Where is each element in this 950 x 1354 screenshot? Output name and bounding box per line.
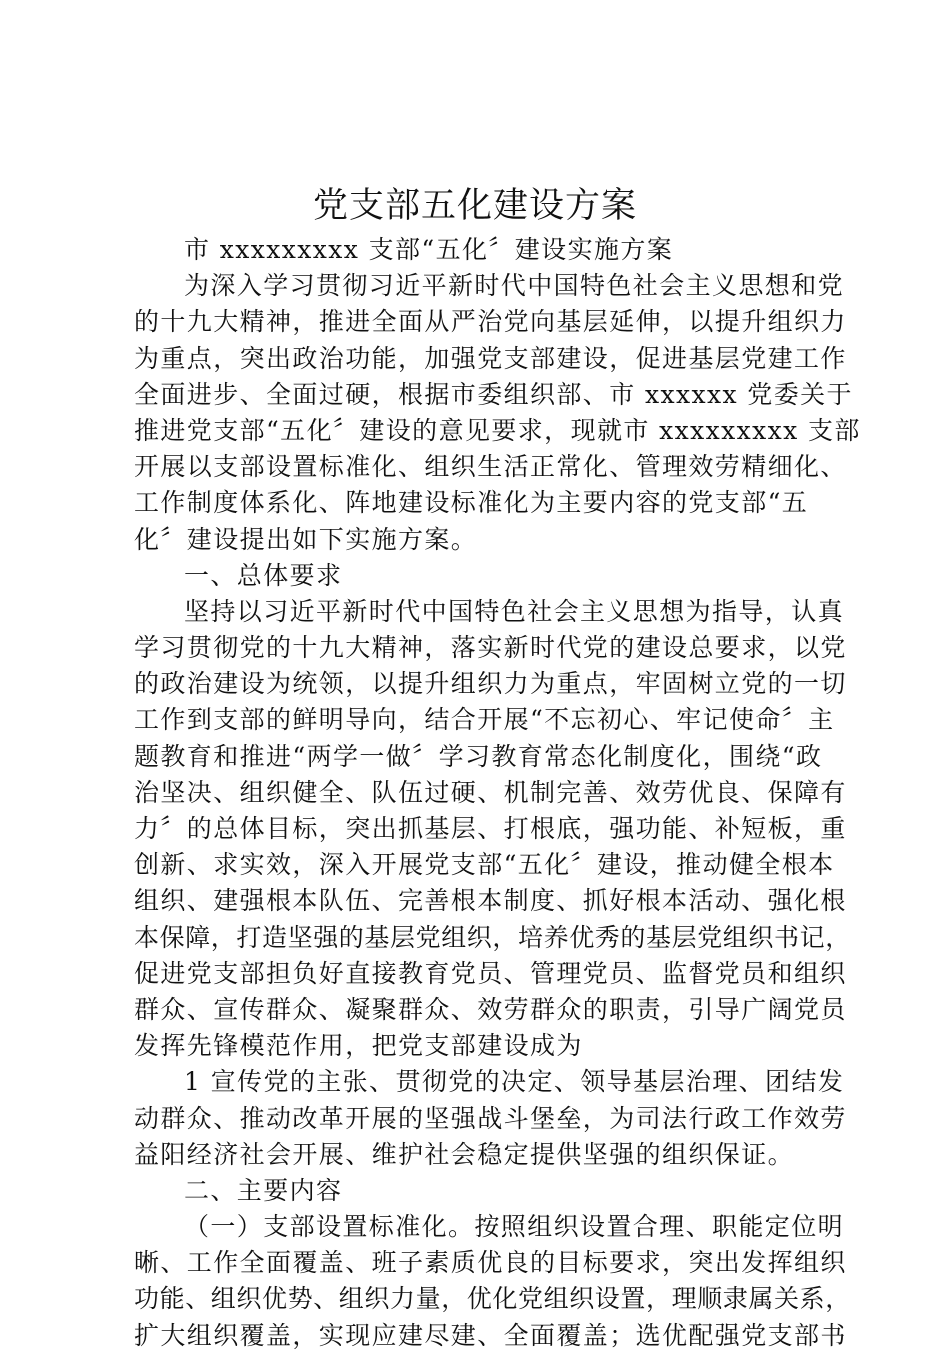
paragraph-line: 治坚决、组织健全、队伍过硬、机制完善、效劳优良、保障有 [134, 777, 847, 807]
paragraph-line: 的政治建设为统领，以提升组织力为重点，牢固树立党的一切 [134, 669, 847, 699]
paragraph-line: 促进党支部担负好直接教育党员、管理党员、监督党员和组织 [134, 958, 847, 988]
document-body [134, 232, 861, 1354]
paragraph-line: 扩大组织覆盖，实现应建尽建、全面覆盖；选优配强党支部书 [134, 1320, 847, 1350]
document-title: 党支部五化建设方案 [312, 186, 637, 226]
paragraph-line: 开展以支部设置标准化、组织生活正常化、管理效劳精细化、 [134, 452, 847, 482]
paragraph-line: 工作制度体系化、阵地建设标准化为主要内容的党支部“五 [134, 488, 809, 518]
paragraph-line: 动群众、推动改革开展的坚强战斗堡垒，为司法行政工作效劳 [134, 1103, 847, 1133]
paragraph-line: 发挥先锋模范作用，把党支部建设成为 [134, 1031, 583, 1061]
paragraph-line: 化〞建设提出如下实施方案。 [134, 524, 478, 554]
paragraph-line: 本保障，打造坚强的基层党组织，培养优秀的基层党组织书记， [134, 922, 851, 952]
paragraph-line: 推进党支部“五化〞建设的意见要求，现就市 xxxxxxxxx 支部 [134, 415, 861, 445]
paragraph-line: 工作到支部的鲜明导向，结合开展“不忘初心、牢记使命〞主 [134, 705, 835, 735]
paragraph-line: 群众、宣传群众、凝聚群众、效劳群众的职责，引导广阔党员 [134, 994, 847, 1024]
paragraph-line: （一）支部设置标准化。按照组织设置合理、职能定位明 [184, 1212, 845, 1242]
paragraph-line: 为深入学习贯彻习近平新时代中国特色社会主义思想和党 [184, 271, 845, 301]
paragraph-line: 为重点，突出政治功能，加强党支部建设，促进基层党建工作 [134, 343, 847, 373]
paragraph-line: 题教育和推进“两学一做〞学习教育常态化制度化，围绕“政 [134, 741, 823, 771]
paragraph-line: 坚持以习近平新时代中国特色社会主义思想为指导，认真 [184, 596, 845, 626]
paragraph-line: 1 宣传党的主张、贯彻党的决定、领导基层治理、团结发 [184, 1067, 845, 1097]
paragraph-line: 组织、建强根本队伍、完善根本制度、抓好根本活动、强化根 [134, 886, 847, 916]
paragraph-line: 功能、组织优势、组织力量，优化党组织设置，理顺隶属关系， [134, 1284, 851, 1314]
section-heading: 一、总体要求 [184, 560, 343, 590]
paragraph-line: 的十九大精神，推进全面从严治党向基层延伸，以提升组织力 [134, 307, 847, 337]
paragraph-line: 学习贯彻党的十九大精神，落实新时代党的建设总要求，以党 [134, 633, 847, 663]
paragraph-line: 晰、工作全面覆盖、班子素质优良的目标要求，突出发挥组织 [134, 1248, 847, 1278]
paragraph-line: 力〞的总体目标，突出抓基层、打根底，强功能、补短板，重 [134, 814, 847, 843]
subtitle-line: 市 xxxxxxxxx 支部“五化〞建设实施方案 [184, 235, 674, 264]
section-heading: 二、主要内容 [184, 1175, 343, 1205]
paragraph-line: 创新、求实效，深入开展党支部“五化〞建设，推动健全根本 [134, 850, 835, 880]
paragraph-line: 全面进步、全面过硬，根据市委组织部、市 xxxxxx 党委关于 [134, 379, 853, 409]
paragraph-line: 益阳经济社会开展、维护社会稳定提供坚强的组织保证。 [134, 1139, 795, 1169]
